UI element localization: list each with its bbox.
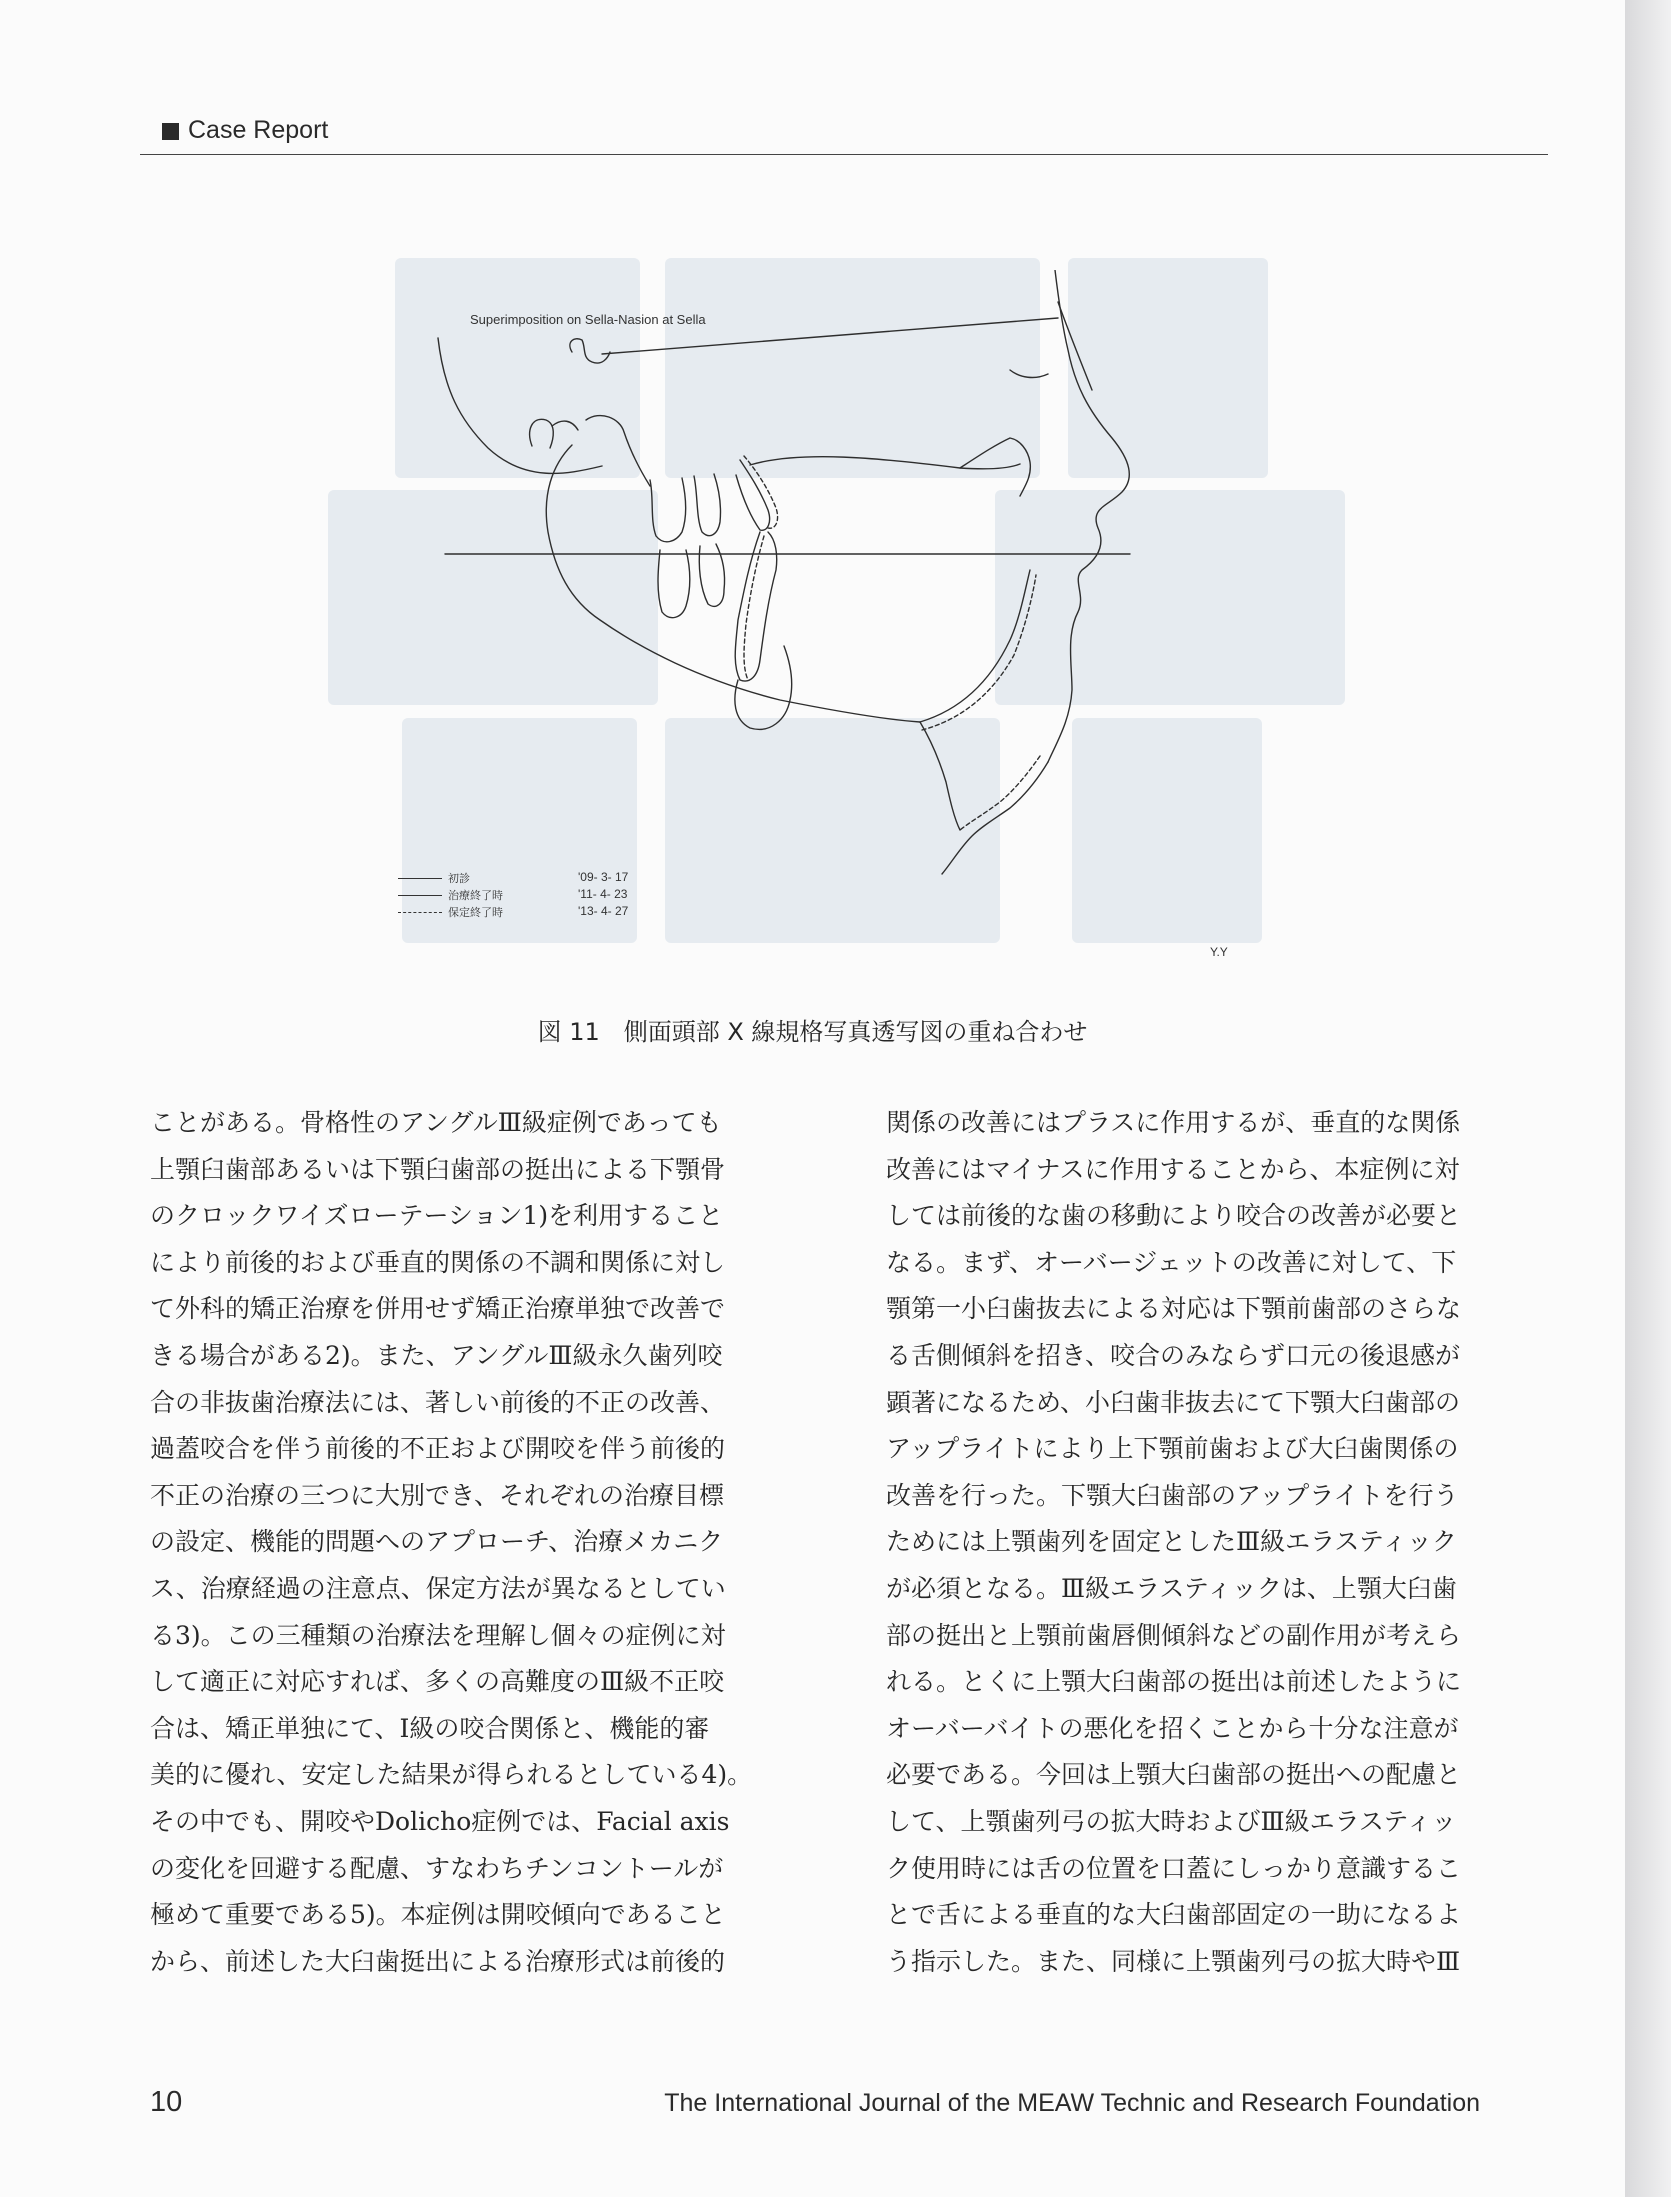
header-label: Case Report <box>188 116 329 144</box>
text-line: して、上顎歯列弓の拡大時およびⅢ級エラスティッ <box>886 1806 1457 1836</box>
legend-solid-line <box>398 878 442 879</box>
text-line: 顕著になるため、小臼歯非抜去にて下顎大臼歯部の <box>886 1387 1461 1417</box>
text-line: 不正の治療の三つに大別でき、それぞれの治療目標 <box>150 1480 725 1510</box>
page-edge <box>1625 0 1671 2197</box>
text-line: しては前後的な歯の移動により咬合の改善が必要と <box>886 1201 1462 1231</box>
text-line: 合は、矯正単独にて、Ⅰ級の咬合関係と、機能的審 <box>150 1713 710 1743</box>
legend-date: '11- 4- 23 <box>578 887 628 901</box>
text-line: 過蓋咬合を伴う前後的不正および開咬を伴う前後的 <box>150 1434 726 1464</box>
cephalometric-tracing <box>320 270 1280 970</box>
text-line: が必須となる。Ⅲ級エラスティックは、上顎大臼歯 <box>886 1573 1457 1603</box>
text-line: て外科的矯正治療を併用せず矯正治療単独で改善で <box>150 1294 726 1324</box>
legend-label: 保定終了時 <box>448 906 503 919</box>
legend-date: '13- 4- 27 <box>578 904 629 918</box>
lower-molar <box>658 550 690 618</box>
legend-label: 治療終了時 <box>448 889 503 902</box>
text-line: 関係の改善にはプラスに作用するが、垂直的な関係 <box>886 1108 1461 1137</box>
upper-molar <box>650 478 686 542</box>
text-line: る3)。この三種類の治療法を理解し個々の症例に対 <box>150 1620 726 1650</box>
orbit-curve <box>1010 370 1048 377</box>
page-number: 10 <box>150 2086 183 2118</box>
mandible-outline <box>920 570 1030 722</box>
text-line: 部の挺出と上顎前歯唇側傾斜などの副作用が考えら <box>886 1620 1462 1650</box>
text-line: る舌側傾斜を招き、咬合のみならず口元の後退感が <box>886 1340 1461 1370</box>
throat-line <box>920 722 960 830</box>
text-line: きる場合がある2)。また、アングルⅢ級永久歯列咬 <box>150 1340 723 1370</box>
upper-incisor-2 <box>744 456 778 528</box>
figure-caption: 図 11 側面頭部 X 線規格写真透写図の重ね合わせ <box>537 1018 1088 1046</box>
text-line: なる。まず、オーバージェットの改善に対して、下 <box>886 1247 1457 1277</box>
text-line: して適正に対応すれば、多くの高難度のⅢ級不正咬 <box>150 1667 725 1697</box>
text-line: う指示した。また、同様に上顎歯列弓の拡大時やⅢ <box>886 1946 1461 1976</box>
palatal-plane <box>750 457 1020 469</box>
soft-tissue-profile <box>1048 270 1129 762</box>
condyle-curve <box>530 419 554 448</box>
cranial-base-curve <box>438 338 602 473</box>
legend-date: '09- 3- 17 <box>578 870 629 884</box>
text-line: アップライトにより上下顎前歯および大臼歯関係の <box>886 1434 1459 1464</box>
legend-row <box>398 904 698 921</box>
text-line: 美的に優れ、安定した結果が得られるとしている4)。 <box>150 1760 753 1790</box>
text-line: ス、治療経過の注意点、保定方法が異なるとしてい <box>150 1573 726 1603</box>
upper-incisor <box>736 460 770 530</box>
figure-initials: Y.Y <box>1210 945 1228 959</box>
text-line: オーバーバイトの悪化を招くことから十分な注意が <box>886 1713 1459 1743</box>
text-line: ことがある。骨格性のアングルⅢ級症例であっても <box>150 1108 722 1137</box>
mandible-outline-2 <box>922 575 1036 730</box>
header-square-icon <box>162 123 179 140</box>
legend-solid-line <box>398 895 442 896</box>
ramus-outline <box>546 445 920 722</box>
text-line: れる。とくに上顎大臼歯部の挺出は前述したように <box>886 1667 1462 1697</box>
text-line: 必要である。今回は上顎大臼歯部の挺出への配慮と <box>886 1760 1462 1790</box>
text-line: 極めて重要である5)。本症例は開咬傾向であること <box>150 1900 726 1930</box>
pterygoid-curve <box>552 421 578 430</box>
text-line: 改善を行った。下顎大臼歯部のアップライトを行う <box>886 1480 1459 1510</box>
text-line: から、前述した大臼歯挺出による治療形式は前後的 <box>150 1946 726 1976</box>
sella-turcica <box>570 339 610 363</box>
text-line: 顎第一小臼歯抜去による対応は下顎前歯部のさらな <box>886 1294 1462 1324</box>
journal-title: The International Journal of the MEAW Technic and Research Foundation <box>664 2089 1480 2117</box>
chin-soft-tissue <box>942 762 1048 874</box>
lower-incisor-2 <box>744 536 764 680</box>
coronoid-curve <box>586 416 650 486</box>
legend-row <box>398 887 698 904</box>
text-line: とで舌による垂直的な大臼歯部固定の一助になるよ <box>886 1900 1462 1930</box>
figure-legend <box>398 870 698 921</box>
section-header <box>140 112 1548 155</box>
text-line: により前後的および垂直的関係の不調和関係に対し <box>150 1247 726 1277</box>
body-column-right <box>886 1100 1541 1985</box>
body-column-left <box>150 1100 805 1985</box>
text-line: 上顎臼歯部あるいは下顎臼歯部の挺出による下顎骨 <box>150 1154 726 1184</box>
text-line: の設定、機能的問題へのアプローチ、治療メカニク <box>150 1527 724 1557</box>
text-line: の変化を回避する配慮、すなわちチンコントールが <box>150 1853 724 1883</box>
maxilla-anterior <box>960 438 1030 496</box>
text-line: ためには上顎歯列を固定としたⅢ級エラスティック <box>886 1527 1457 1557</box>
cephalometric-figure <box>320 270 1280 970</box>
text-line: 合の非抜歯治療法には、著しい前後的不正の改善、 <box>150 1387 726 1417</box>
text-line: その中でも、開咬やDolicho症例では、Facial axis <box>150 1806 730 1836</box>
chin-soft-tissue-2 <box>960 756 1040 830</box>
legend-label: 初診 <box>448 872 470 885</box>
legend-row <box>398 870 698 887</box>
text-line: 改善にはマイナスに作用することから、本症例に対 <box>886 1154 1460 1184</box>
legend-dashed-line <box>398 912 442 913</box>
upper-premolar <box>694 474 721 536</box>
text-line: のクロックワイズローテーション1)を利用すること <box>150 1201 724 1231</box>
figure-title: Superimposition on Sella-Nasion at Sella <box>470 312 706 327</box>
symphysis-outline <box>735 646 792 729</box>
text-line: ク使用時には舌の位置を口蓋にしっかり意識するこ <box>886 1853 1462 1883</box>
